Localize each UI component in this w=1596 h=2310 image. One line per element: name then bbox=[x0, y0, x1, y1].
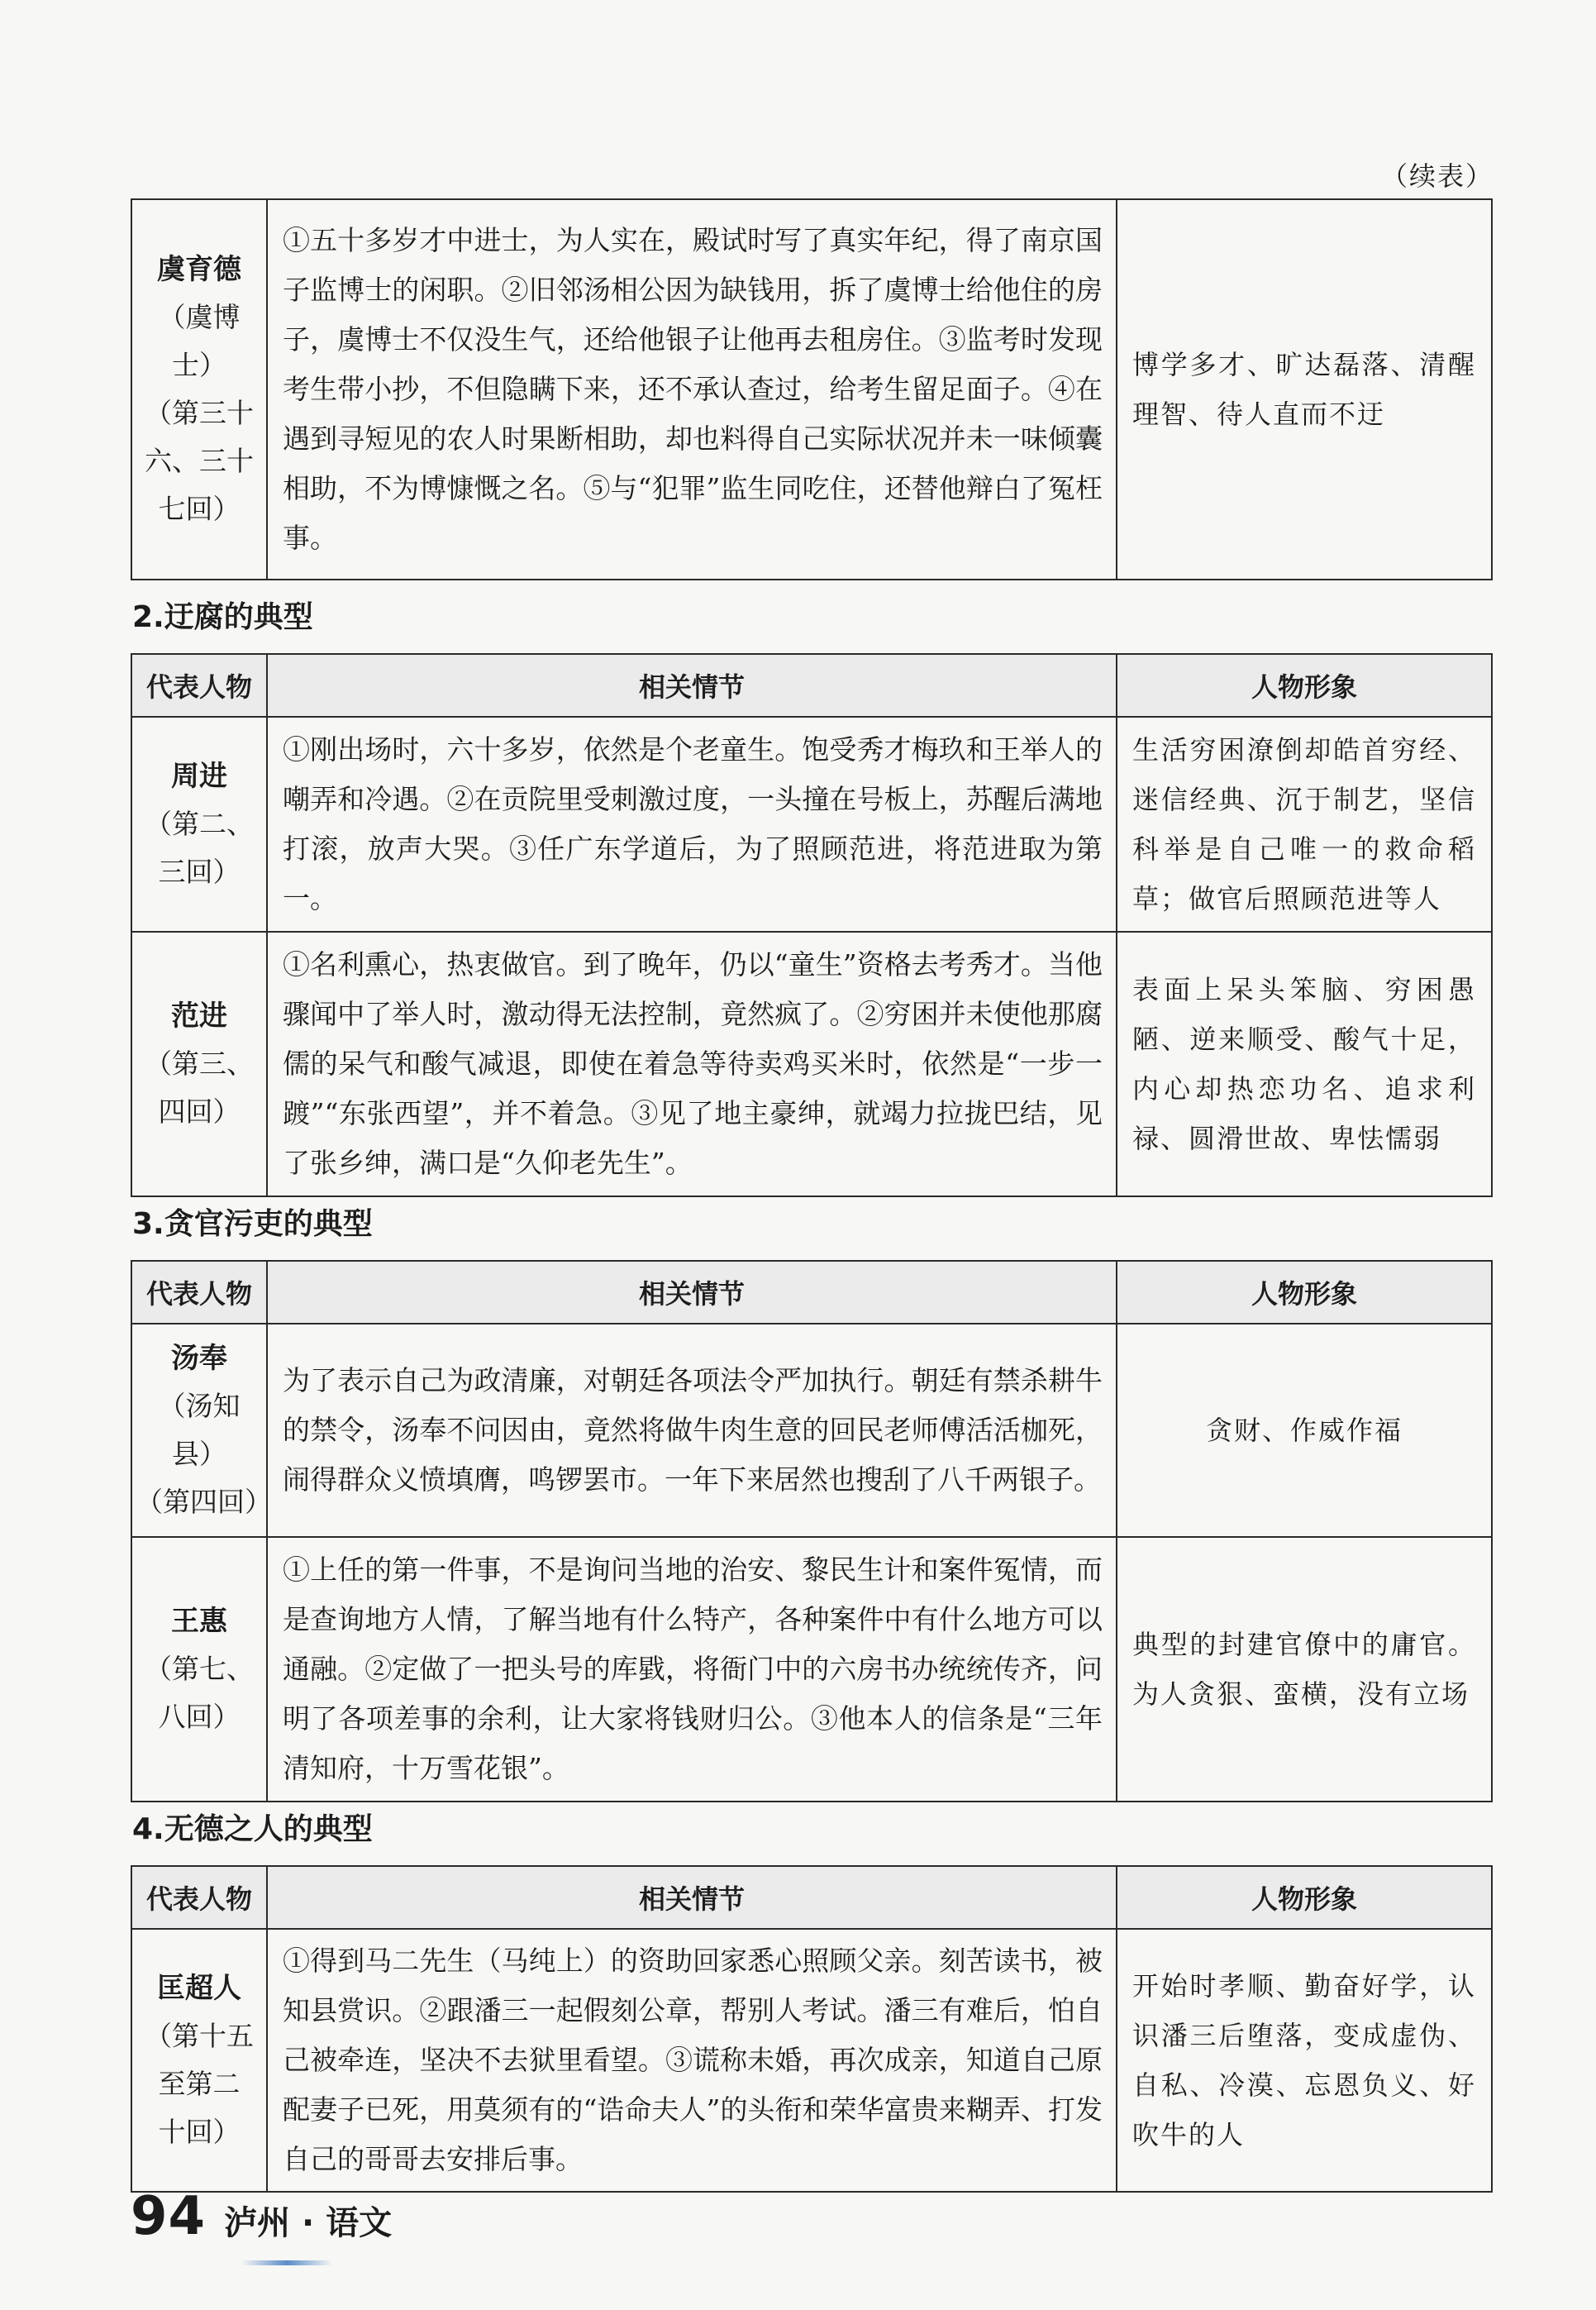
character-chapters: （第十五 至第二 十回） bbox=[145, 2020, 254, 2148]
character-chapters: （第三、 四回） bbox=[145, 1048, 254, 1128]
plot-cell: ①得到马二先生（马纯上）的资助回家悉心照顾父亲。刻苦读书，被知县赏识。②跟潘三一起假刻公章，帮别人考试。潘三有难后，怕自己被牵连，坚决不去狱里看望。③谎称未婚，再次成亲，知道自己原配妻子已死，用莫须有的“诰命夫人”的头衔和荣华富贵来糊弄、打发自己的哥哥去安排后事。 bbox=[267, 1929, 1117, 2192]
character-cell bbox=[131, 199, 267, 580]
plot-cell: 为了表示自己为政清廉，对朝廷各项法令严加执行。朝廷有禁杀耕牛的禁令，汤奉不问因由，竟然将做牛肉生意的回民老师傅活活枷死，闹得群众义愤填膺，鸣锣罢市。一年下来居然也搜刮了八千两银子。 bbox=[267, 1324, 1117, 1537]
character-chapters: （第七、 八回） bbox=[145, 1653, 254, 1733]
character-cell bbox=[131, 717, 267, 932]
character-chapters: （第二、 三回） bbox=[145, 808, 254, 888]
plot-cell: ①上任的第一件事，不是询问当地的治安、黎民生计和案件冤情，而是查询地方人情，了解当地有什么特产，各种案件中有什么地方可以通融。②定做了一把头号的库戥，将衙门中的六房书办统统传齐，问明了各项差事的余利，让大家将钱财归公。③他本人的信条是“三年清知府，十万雪花银”。 bbox=[267, 1537, 1117, 1802]
immoral-person-table bbox=[131, 1865, 1493, 2193]
header-image: 人物形象 bbox=[1117, 654, 1492, 717]
table-row bbox=[131, 932, 1492, 1196]
section-title: 3.贪官污吏的典型 bbox=[132, 1207, 373, 1241]
image-cell: 生活穷困潦倒却皓首穷经、迷信经典、沉于制艺，坚信科举是自己唯一的救命稻草；做官后照顾范进等人 bbox=[1117, 717, 1492, 932]
continued-note: （续表） bbox=[1380, 160, 1494, 192]
character-name: 周进 bbox=[171, 760, 227, 793]
table-row bbox=[131, 717, 1492, 932]
section-title: 2.迂腐的典型 bbox=[132, 600, 313, 634]
footer-accent-bar bbox=[241, 2260, 332, 2265]
character-name: 匡超人 bbox=[157, 1972, 241, 2005]
table-header-row bbox=[131, 1866, 1492, 1929]
character-name: 虞育德 bbox=[157, 253, 241, 286]
plot-cell: ①名利熏心，热衷做官。到了晚年，仍以“童生”资格去考秀才。当他骤闻中了举人时，激动得无法控制，竟然疯了。②穷困并未使他那腐儒的呆气和酸气减退，即使在着急等待卖鸡买米时，依然是“一步一踱”“东张西望”，并不着急。③见了地主豪绅，就竭力拉拢巴结，见了张乡绅，满口是“久仰老先生”。 bbox=[267, 932, 1117, 1196]
header-plot: 相关情节 bbox=[267, 654, 1117, 717]
image-cell: 表面上呆头笨脑、穷困愚陋、逆来顺受、酸气十足，内心却热恋功名、追求利禄、圆滑世故、卑怯懦弱 bbox=[1117, 932, 1492, 1196]
plot-cell: ①五十多岁才中进士，为人实在，殿试时写了真实年纪，得了南京国子监博士的闲职。②旧邻汤相公因为缺钱用，拆了虞博士给他住的房子，虞博士不仅没生气，还给他银子让他再去租房住。③监考时发现考生带小抄，不但隐瞒下来，还不承认查过，给考生留足面子。④在遇到寻短见的农人时果断相助，却也料得自己实际状况并未一味倾囊相助，不为博慷慨之名。⑤与“犯罪”监生同吃住，还替他辩白了冤枉事。 bbox=[267, 199, 1117, 580]
character-name: 范进 bbox=[171, 1000, 227, 1033]
character-chapters: （汤知县） （第四回） bbox=[136, 1390, 272, 1518]
character-cell bbox=[131, 932, 267, 1196]
table-row bbox=[131, 1324, 1492, 1537]
section-title: 4.无德之人的典型 bbox=[132, 1812, 373, 1846]
header-image: 人物形象 bbox=[1117, 1261, 1492, 1324]
table-row bbox=[131, 1537, 1492, 1802]
image-cell: 典型的封建官僚中的庸官。为人贪狠、蛮横，没有立场 bbox=[1117, 1537, 1492, 1802]
header-plot: 相关情节 bbox=[267, 1866, 1117, 1929]
header-image: 人物形象 bbox=[1117, 1866, 1492, 1929]
image-cell: 贪财、作威作福 bbox=[1117, 1324, 1492, 1537]
table-header-row bbox=[131, 654, 1492, 717]
table-row bbox=[131, 199, 1492, 580]
table-row bbox=[131, 1929, 1492, 2192]
character-name: 王惠 bbox=[171, 1605, 227, 1638]
plot-cell: ①刚出场时，六十多岁，依然是个老童生。饱受秀才梅玖和王举人的嘲弄和冷遇。②在贡院里受刺激过度，一头撞在号板上，苏醒后满地打滚，放声大哭。③任广东学道后，为了照顾范进，将范进取为第一。 bbox=[267, 717, 1117, 932]
image-cell: 开始时孝顺、勤奋好学，认识潘三后堕落，变成虚伪、自私、冷漠、忘恩负义、好吹牛的人 bbox=[1117, 1929, 1492, 2192]
table-header-row bbox=[131, 1261, 1492, 1324]
header-plot: 相关情节 bbox=[267, 1261, 1117, 1324]
character-cell bbox=[131, 1929, 267, 2192]
header-representative: 代表人物 bbox=[131, 1261, 267, 1324]
image-cell: 博学多才、旷达磊落、清醒理智、待人直而不迂 bbox=[1117, 199, 1492, 580]
corrupt-official-table bbox=[131, 1260, 1493, 1802]
character-name: 汤奉 bbox=[171, 1342, 227, 1375]
header-representative: 代表人物 bbox=[131, 654, 267, 717]
header-representative: 代表人物 bbox=[131, 1866, 267, 1929]
page-number: 94 bbox=[131, 2186, 207, 2247]
page-footer bbox=[131, 2186, 392, 2247]
pedant-table bbox=[131, 653, 1493, 1197]
footer-label: 泸州 · 语文 bbox=[224, 2204, 393, 2242]
character-cell bbox=[131, 1537, 267, 1802]
character-chapters: （虞博士） （第三十 六、三十 七回） bbox=[145, 301, 254, 525]
character-cell bbox=[131, 1324, 272, 1537]
continued-table bbox=[131, 198, 1493, 580]
